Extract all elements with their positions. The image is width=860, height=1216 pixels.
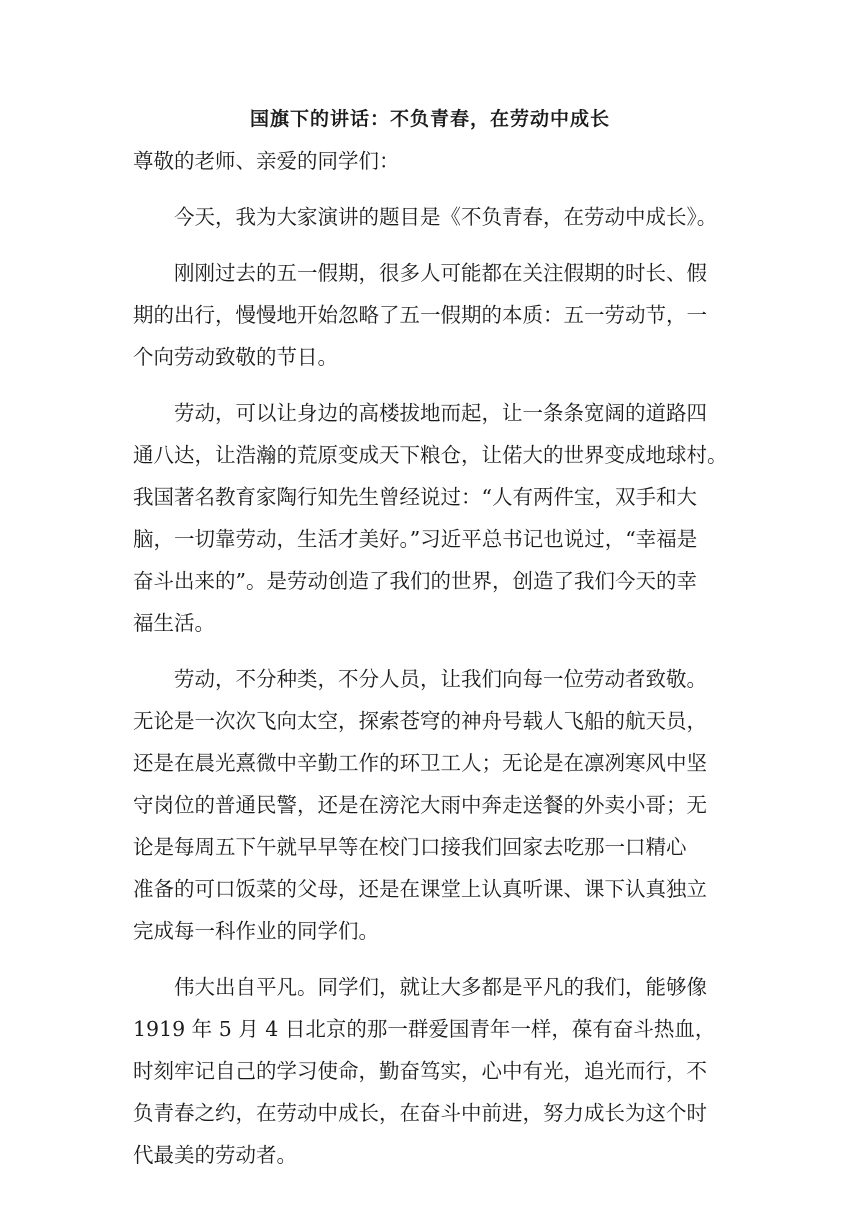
- paragraph-1-line-1: 今天，我为大家演讲的题目是《不负青春，在劳动中成长》。: [174, 205, 718, 229]
- paragraph-3-line-1: 劳动，可以让身边的高楼拔地而起，让一条条宽阔的道路四: [174, 401, 707, 425]
- paragraph-5-line-3: 时刻牢记自己的学习使命，勤奋笃实，心中有光，追光而行，不: [133, 1059, 707, 1083]
- paragraph-3-line-5: 奋斗出来的”。是劳动创造了我们的世界，创造了我们今天的幸: [133, 569, 697, 593]
- salutation-line: 尊敬的老师、亲爱的同学们：: [133, 149, 400, 173]
- paragraph-5-line-1: 伟大出自平凡。同学们，就让大多都是平凡的我们，能够像: [174, 975, 707, 999]
- paragraph-4-line-3: 还是在晨光熹微中辛勤工作的环卫工人；无论是在凛冽寒风中坚: [133, 751, 707, 775]
- paragraph-2-line-2: 期的出行，慢慢地开始忽略了五一假期的本质：五一劳动节，一: [133, 303, 707, 327]
- paragraph-4-line-5: 论是每周五下午就早早等在校门口接我们回家去吃那一口精心: [133, 835, 687, 859]
- paragraph-2-line-3: 个向劳动致敬的节日。: [133, 345, 338, 369]
- paragraph-4-line-6: 准备的可口饭菜的父母，还是在课堂上认真听课、课下认真独立: [133, 877, 707, 901]
- document-body: [133, 140, 733, 1176]
- document-title: 国旗下的讲话：不负青春，在劳动中成长: [249, 108, 610, 130]
- paragraph-4-line-4: 守岗位的普通民警，还是在滂沱大雨中奔走送餐的外卖小哥；无: [133, 793, 707, 817]
- paragraph-3-line-2: 通八达，让浩瀚的荒原变成天下粮仓，让偌大的世界变成地球村。: [133, 443, 728, 467]
- paragraph-3-line-3: 我国著名教育家陶行知先生曾经说过：“人有两件宝，双手和大: [133, 485, 697, 509]
- paragraph-5-line-5: 代最美的劳动者。: [133, 1143, 297, 1167]
- paragraph-5-line-2: 1919 年 5 月 4 日北京的那一群爱国青年一样，葆有奋斗热血，: [133, 1017, 716, 1041]
- paragraph-3-line-4: 脑，一切靠劳动，生活才美好。”习近平总书记也说过，“幸福是: [133, 527, 698, 551]
- paragraph-4-line-1: 劳动，不分种类，不分人员，让我们向每一位劳动者致敬。: [174, 667, 707, 691]
- paragraph-3-line-6: 福生活。: [133, 611, 215, 635]
- paragraph-4-line-7: 完成每一科作业的同学们。: [133, 919, 379, 943]
- paragraph-4-line-2: 无论是一次次飞向太空，探索苍穹的神舟号载人飞船的航天员，: [133, 709, 707, 733]
- paragraph-2-line-1: 刚刚过去的五一假期，很多人可能都在关注假期的时长、假: [174, 261, 707, 285]
- paragraph-5-line-4: 负青春之约，在劳动中成长，在奋斗中前进，努力成长为这个时: [133, 1101, 707, 1125]
